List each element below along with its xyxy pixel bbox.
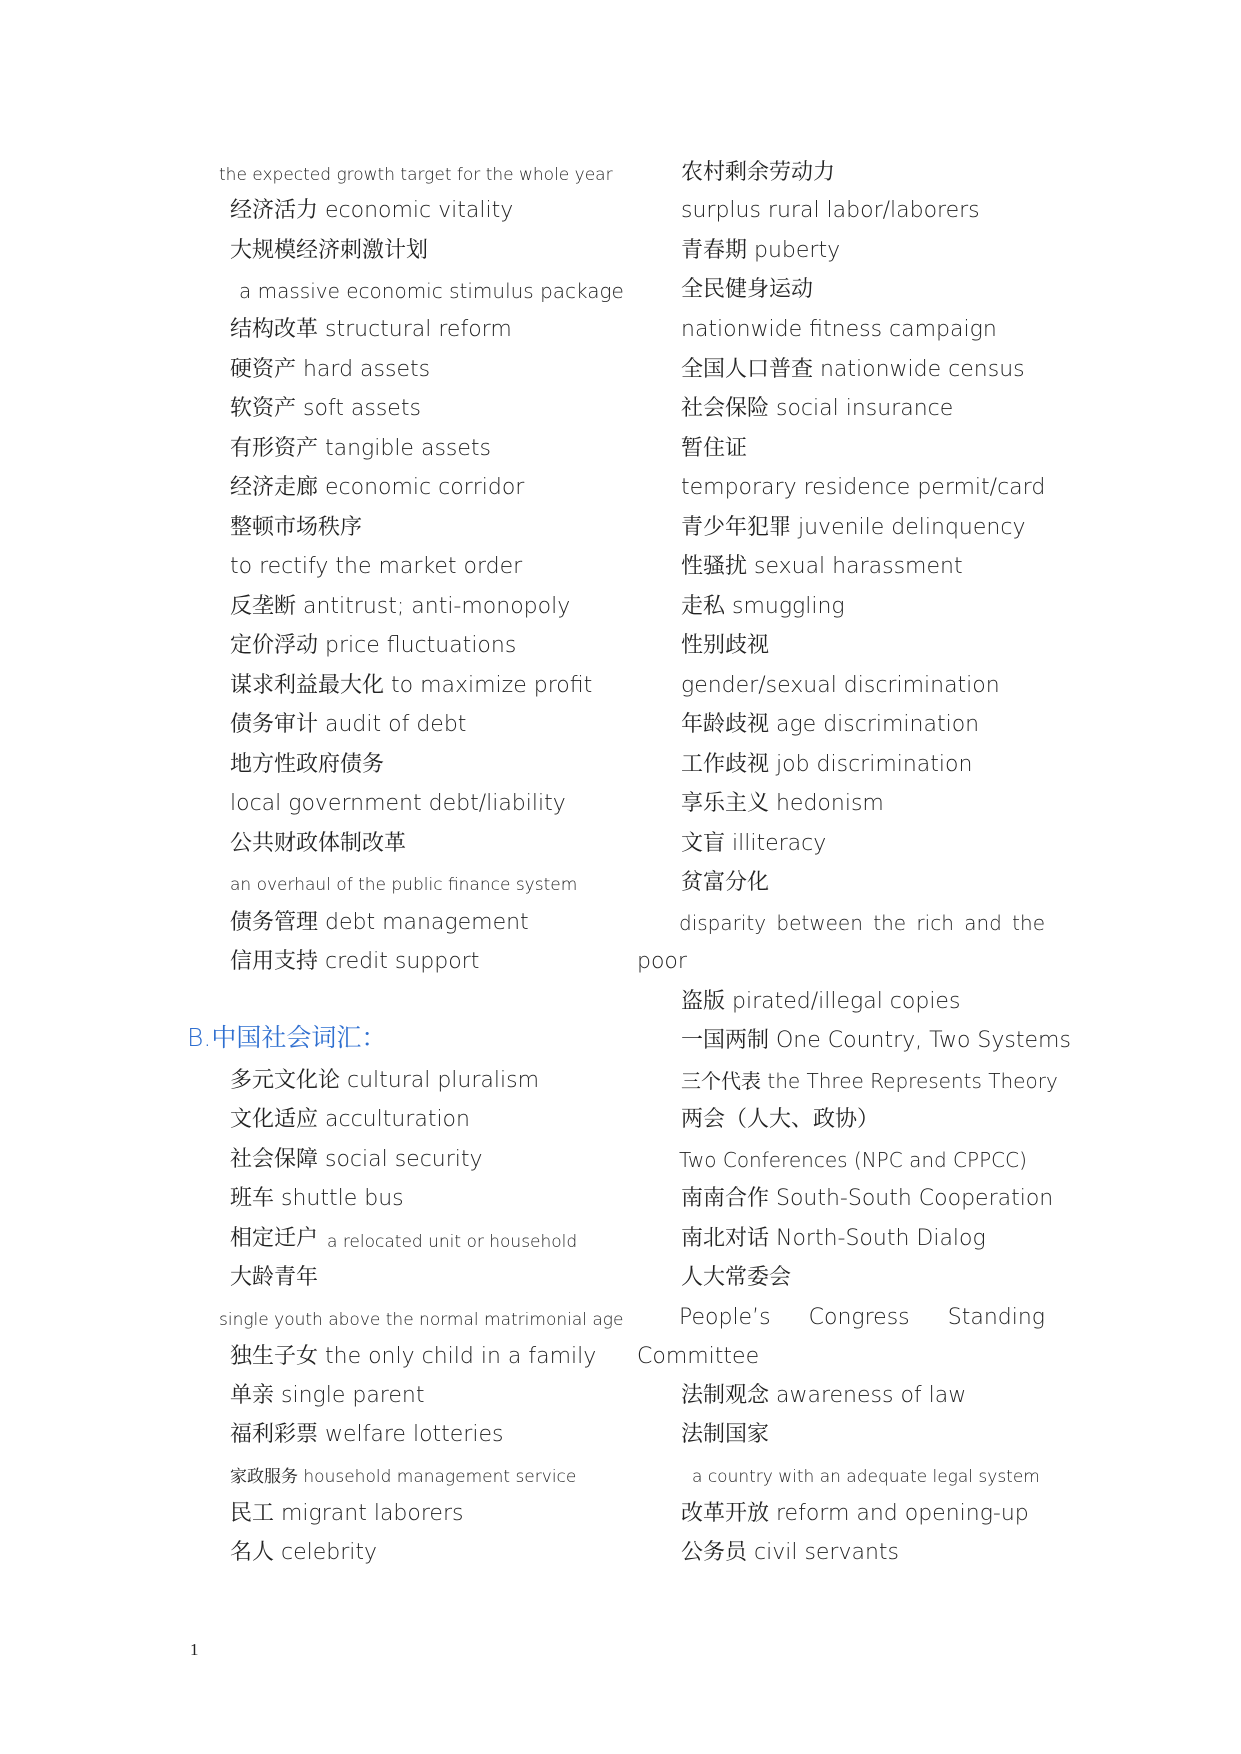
term-line: 地方性政府债务 bbox=[230, 752, 385, 777]
term-line: 文化适应 acculturation bbox=[230, 1107, 470, 1132]
term-line: 盗版 pirated/illegal copies bbox=[681, 989, 961, 1014]
term-line: 定价浮动 price fluctuations bbox=[230, 633, 517, 658]
term-line: 债务管理 debt management bbox=[230, 910, 529, 935]
term-line: 经济走廊 economic corridor bbox=[230, 475, 525, 500]
term-line: 社会保险 social insurance bbox=[681, 396, 954, 421]
term-line: 全民健身运动 bbox=[681, 277, 814, 302]
term-line: an overhaul of the public finance system bbox=[230, 875, 578, 895]
term-line: 公务员 civil servants bbox=[681, 1540, 900, 1565]
term-line: 文盲 illiteracy bbox=[681, 831, 827, 856]
term-line: 独生子女 the only child in a family bbox=[230, 1344, 597, 1369]
term-line: 结构改革 structural reform bbox=[230, 317, 512, 342]
term-line: 信用支持 credit support bbox=[230, 949, 480, 974]
term-line: 社会保障 social security bbox=[230, 1147, 483, 1172]
term-line: 有形资产 tangible assets bbox=[230, 436, 491, 461]
term-line: surplus rural labor/laborers bbox=[681, 198, 980, 223]
term-line: 享乐主义 hedonism bbox=[681, 791, 884, 816]
term-line: local government debt/liability bbox=[230, 791, 566, 816]
term-line: 三个代表 the Three Represents Theory bbox=[681, 1069, 1058, 1093]
term-line: 公共财政体制改革 bbox=[230, 831, 407, 856]
term-line: 青春期 puberty bbox=[681, 238, 841, 263]
term-line: 家政服务 household management service bbox=[230, 1467, 577, 1487]
term-line: a relocated unit or household bbox=[327, 1232, 578, 1252]
term-line: 法制国家 bbox=[681, 1422, 770, 1447]
term-line: to rectify the market order bbox=[230, 554, 523, 579]
term-line: 经济活力 economic vitality bbox=[230, 198, 514, 223]
term-line: 谋求利益最大化 to maximize profit bbox=[230, 673, 593, 698]
term-line: 名人 celebrity bbox=[230, 1540, 378, 1565]
term-line: a country with an adequate legal system bbox=[692, 1467, 1040, 1487]
term-line: 民工 migrant laborers bbox=[230, 1501, 464, 1526]
term-line: 走私 smuggling bbox=[681, 594, 845, 619]
term-line: 反垄断 antitrust; anti-monopoly bbox=[230, 594, 571, 619]
term-line: 班车 shuttle bus bbox=[230, 1186, 404, 1211]
term-line: the expected growth target for the whole year bbox=[219, 165, 613, 185]
term-line: 单亲 single parent bbox=[230, 1383, 425, 1408]
term-line: 贫富分化 bbox=[681, 870, 770, 895]
term-line: 性别歧视 bbox=[681, 633, 770, 658]
term-line: 硬资产 hard assets bbox=[230, 357, 431, 382]
term-line: 南北对话 North-South Dialog bbox=[681, 1226, 986, 1251]
term-line: 福利彩票 welfare lotteries bbox=[230, 1422, 504, 1447]
term-line: 两会（人大、政协） bbox=[681, 1107, 880, 1132]
term-line: nationwide fitness campaign bbox=[681, 317, 997, 342]
term-line: 全国人口普查 nationwide census bbox=[681, 357, 1025, 382]
term-line: 一国两制 One Country, Two Systems bbox=[681, 1028, 1071, 1053]
term-line: 工作歧视 job discrimination bbox=[681, 752, 973, 777]
term-line: People’s Congress Standing bbox=[679, 1305, 1045, 1330]
section-heading: B.中国社会词汇： bbox=[187, 1023, 387, 1052]
term-line: 多元文化论 cultural pluralism bbox=[230, 1068, 540, 1093]
term-line: 改革开放 reform and opening-up bbox=[681, 1501, 1029, 1526]
term-line: temporary residence permit/card bbox=[681, 475, 1046, 500]
term-line: 整顿市场秩序 bbox=[230, 515, 363, 540]
term-line: 软资产 soft assets bbox=[230, 396, 421, 421]
term-line: Two Conferences (NPC and CPPCC) bbox=[679, 1148, 1027, 1172]
page-number: 1 bbox=[190, 1640, 199, 1659]
term-line: 暂住证 bbox=[681, 436, 748, 461]
term-line: 农村剩余劳动力 bbox=[681, 160, 836, 185]
term-line: 人大常委会 bbox=[681, 1265, 792, 1290]
term-line: 性骚扰 sexual harassment bbox=[681, 554, 963, 579]
term-line: 年龄歧视 age discrimination bbox=[681, 712, 980, 737]
term-line: 大龄青年 bbox=[230, 1265, 319, 1290]
term-line: poor bbox=[637, 949, 687, 974]
term-line: 南南合作 South-South Cooperation bbox=[681, 1186, 1054, 1211]
term-line: disparity between the rich and the bbox=[679, 911, 1045, 935]
term-line: gender/sexual discrimination bbox=[681, 673, 1000, 698]
term-line: 债务审计 audit of debt bbox=[230, 712, 467, 737]
term-line: 相定迁户 bbox=[230, 1226, 319, 1251]
term-line: 青少年犯罪 juvenile delinquency bbox=[681, 515, 1026, 540]
term-line: a massive economic stimulus package bbox=[239, 279, 624, 303]
term-line: Committee bbox=[637, 1344, 760, 1369]
term-line: single youth above the normal matrimonial age bbox=[219, 1310, 624, 1330]
term-line: 大规模经济刺激计划 bbox=[230, 238, 429, 263]
term-line: 法制观念 awareness of law bbox=[681, 1383, 967, 1408]
